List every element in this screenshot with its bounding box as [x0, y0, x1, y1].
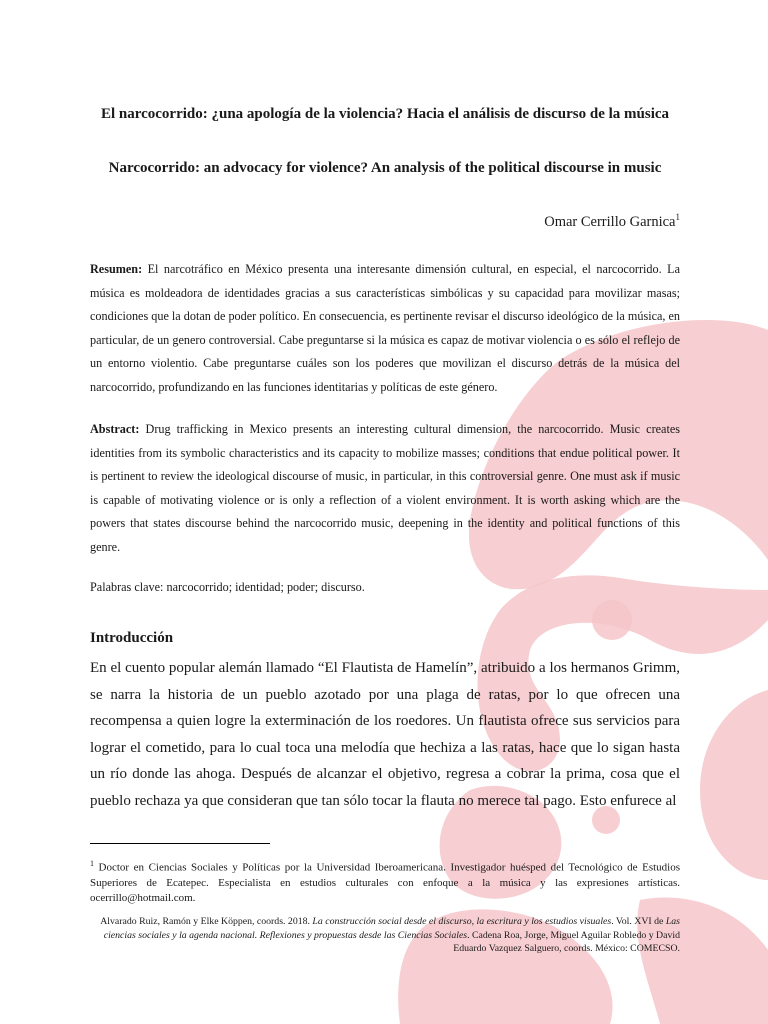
- resumen-text: El narcotráfico en México presenta una interesante dimensión cultural, en especial, el narcocorrido. La música es moldeadora de identidades gracias a sus características simbólicas y su capacidad para movilizar masas; condiciones que la dotan de poder político. En consecuencia, es pertinente revisar el discurso ideológico de la música, en particular, de un genero controversial. Cabe preguntarse si la música es capaz de motivar violencia o es sólo el reflejo de un entorno violentio. Cabe preguntarse cuáles son los poderes que movilizan el discurso detrás de la música del narcocorrido, profundizando en las funciones identitarias y políticas de este género.: [90, 262, 680, 394]
- footnote-text: Doctor en Ciencias Sociales y Políticas por la Universidad Iberoamericana. Investigador huésped del Tecnológico de Estudios Superiores de Ecatepec. Especialista en estudios culturales con enfoque a la música y las expresiones artísticas. ocerrillo@hotmail.com.: [90, 861, 680, 904]
- author-footnote-mark: 1: [675, 212, 680, 222]
- abstract-label: Abstract:: [90, 422, 140, 436]
- abstract-text: Drug trafficking in Mexico presents an interesting cultural dimension, the narcocorrido. Music creates identities from its symbolic characteristics and its capacity to mobilize masses; conditions that endue political power. It is pertinent to review the ideological discourse of music, in particular, in this controversial genre. One must ask if music is capable of motivating violence or is only a reflection of a violent environment. It is worth asking which are the powers that states discourse behind the narcocorrido music, deepening in the identity and political functions of this genre.: [90, 422, 680, 554]
- citation: [90, 915, 680, 956]
- resumen-label: Resumen:: [90, 262, 143, 276]
- citation-part-1: Alvarado Ruiz, Ramón y Elke Köppen, coords. 2018.: [100, 916, 313, 927]
- author-name: Omar Cerrillo Garnica: [544, 213, 676, 230]
- keywords: Palabras clave: narcocorrido; identidad; poder; discurso.: [90, 580, 365, 594]
- title-spanish: El narcocorrido: ¿una apología de la violencia? Hacia el análisis de discurso de la música: [100, 106, 670, 122]
- author-line: [544, 212, 680, 231]
- resumen-paragraph: [90, 258, 680, 399]
- footnote-divider: [90, 843, 270, 844]
- citation-part-2: . Vol. XVI de: [611, 916, 666, 927]
- watermark-swirl-middle: [700, 690, 768, 880]
- abstract-paragraph: [90, 418, 680, 559]
- citation-series-title: Las ciencias sociales y la agenda nacional. Reflexiones y propuestas desde las Ciencias Sociales: [103, 916, 680, 941]
- section-title-introduccion: Introducción: [90, 630, 174, 646]
- footnote-mark: 1: [90, 859, 94, 868]
- intro-paragraph: En el cuento popular alemán llamado “El Flautista de Hamelín”, atribuido a los hermanos Grimm, se narra la historia de un pueblo azotado por una plaga de ratas, por lo que ofrecen una recompensa a quien logre la exterminación de los roedores. Un flautista ofrece sus servicios para lograr el cometido, para lo cual toca una melodía que hechiza a las ratas, hace que lo sigan hasta un río donde las ahoga. Después de alcanzar el objetivo, regresa a cobrar la prima, cosa que el pueblo rechaza ya que consideran que tan sólo tocar la flauta no merece tal pago. Esto enfurece al: [90, 660, 680, 809]
- citation-book-title: La construcción social desde el discurso, la escritura y los estudios visuales: [312, 916, 612, 927]
- citation-part-3: . Cadena Roa, Jorge, Miguel Aguilar Robledo y David Eduardo Vazquez Salguero, coords. México: COMECSO.: [453, 929, 680, 954]
- title-english: Narcocorrido: an advocacy for violence? An analysis of the political discourse in music: [108, 160, 662, 176]
- footnote: [90, 856, 680, 906]
